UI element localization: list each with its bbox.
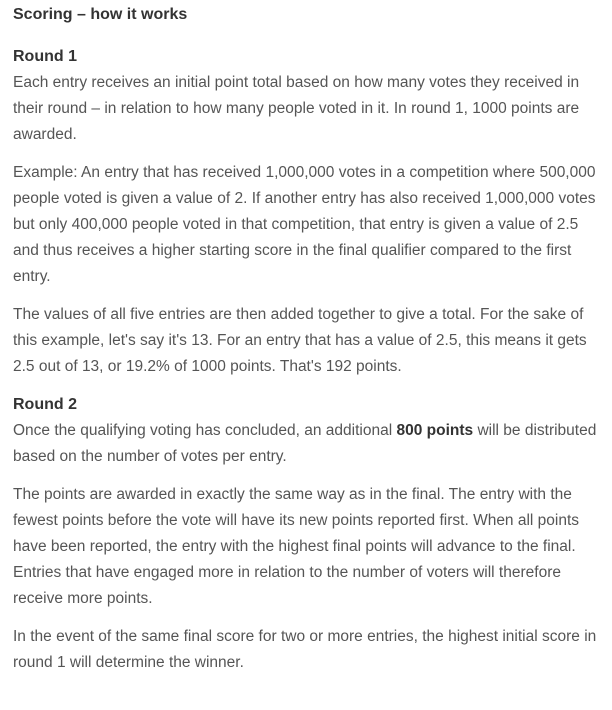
round-2-paragraph-1-start: Once the qualifying voting has concluded, an additional (13, 422, 397, 439)
round-1-heading: Round 1 (13, 48, 77, 65)
bonus-points-highlight: 800 points (396, 422, 474, 439)
round-2-paragraph-1-end: will be distributed based on the number of votes per entry. (13, 422, 597, 465)
round-2-paragraph-3: In the event of the same final score for two or more entries, the highest initial score in round 1 will determine the winner. (13, 628, 597, 671)
round-2-paragraph-2: The points are awarded in exactly the same way as in the final. The entry with the fewest points before the vote will have its new points reported first. When all points have been reported, the entry with the highest final points will advance to the final. Entries that have engaged more in relation to the number of voters will therefore receive more points. (13, 486, 580, 607)
round-1-paragraph-2: Example: An entry that has received 1,000,000 votes in a competition where 500,000 people voted is given a value of 2. If another entry has also received 1,000,000 votes but only 400,000 people voted in that competition, that entry is given a value of 2.5 and thus receives a higher starting score in the final qualifier compared to the first entry. (13, 164, 596, 285)
round-2-heading: Round 2 (13, 396, 77, 413)
page-title: Scoring – how it works (13, 6, 188, 23)
round-1-paragraph-3: The values of all five entries are then added together to give a total. For the sake of this example, let's say it's 13. For an entry that has a value of 2.5, this means it gets 2.5 out of 13, or 19.2% of 1000 points. That's 192 points. (13, 306, 587, 375)
round-2-paragraph-1 (13, 418, 598, 470)
round-1-paragraph-1: Each entry receives an initial point total based on how many votes they received in their round – in relation to how many people voted in it. In round 1, 1000 points are awarded. (13, 74, 580, 143)
